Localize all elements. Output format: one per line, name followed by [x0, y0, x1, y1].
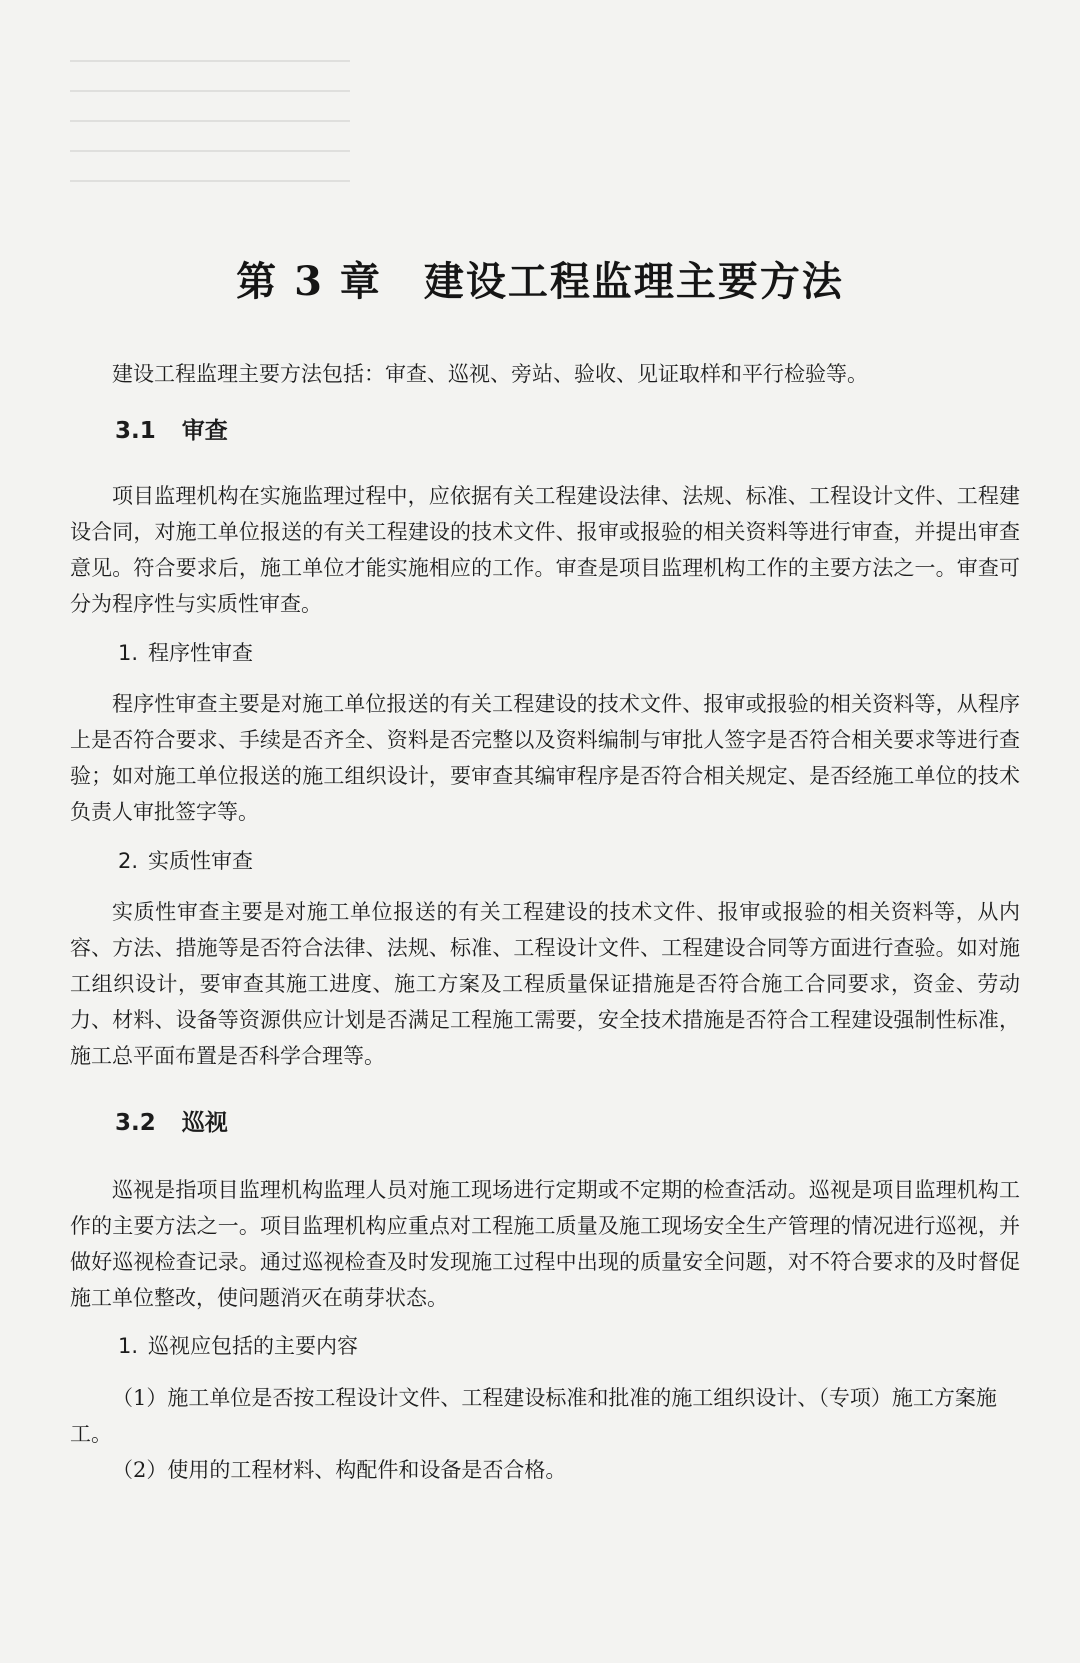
section-paragraph: 巡视是指项目监理机构监理人员对施工现场进行定期或不定期的检查活动。巡视是项目监理机构工作的主要方法之一。项目监理机构应重点对工程施工质量及施工现场安全生产管理的情况进行巡视，并做好巡视检查记录。通过巡视检查及时发现施工过程中出现的质量安全问题，对不符合要求的及时督促施工单位整改，使问题消灭在萌芽状态。	[70, 1178, 1020, 1310]
section-paragraph: 项目监理机构在实施监理过程中，应依据有关工程建设法律、法规、标准、工程设计文件、工程建设合同，对施工单位报送的有关工程建设的技术文件、报审或报验的相关资料等进行审查，并提出审查意见。符合要求后，施工单位才能实施相应的工作。审查是项目监理机构工作的主要方法之一。审查可分为程序性与实质性审查。	[70, 484, 1020, 616]
chapter-intro: 建设工程监理主要方法包括：审查、巡视、旁站、验收、见证取样和平行检验等。	[112, 362, 868, 386]
subsection-heading	[118, 845, 253, 875]
section-heading-3-1	[115, 412, 228, 445]
subsection-heading	[118, 1330, 358, 1360]
section-title: 审查	[181, 418, 228, 444]
subsection-heading	[118, 637, 253, 667]
subsection-number: 1.	[118, 641, 139, 665]
subsection-number: 1.	[118, 1334, 139, 1358]
subsection-title: 实质性审查	[148, 849, 254, 873]
list-item: （2）使用的工程材料、构配件和设备是否合格。	[112, 1458, 567, 1482]
subsection-title: 巡视应包括的主要内容	[148, 1334, 359, 1358]
chapter-title: 第 3 章 建设工程监理主要方法	[236, 258, 844, 305]
bleed-through-shadow	[70, 60, 350, 270]
section-number: 3.1	[115, 418, 156, 444]
subsection-title: 程序性审查	[148, 641, 254, 665]
subsection-number: 2.	[118, 849, 139, 873]
subsection-paragraph: 程序性审查主要是对施工单位报送的有关工程建设的技术文件、报审或报验的相关资料等，从程序上是否符合要求、手续是否齐全、资料是否完整以及资料编制与审批人签字是否符合相关要求等进行查验；如对施工单位报送的施工组织设计，要审查其编审程序是否符合相关规定、是否经施工单位的技术负责人审批签字等。	[70, 692, 1020, 824]
section-title: 巡视	[181, 1110, 228, 1136]
subsection-paragraph: 实质性审查主要是对施工单位报送的有关工程建设的技术文件、报审或报验的相关资料等，从内容、方法、措施等是否符合法律、法规、标准、工程设计文件、工程建设合同等方面进行查验。如对施工组织设计，要审查其施工进度、施工方案及工程质量保证措施是否符合施工合同要求，资金、劳动力、材料、设备等资源供应计划是否满足工程施工需要，安全技术措施是否符合工程建设强制性标准，施工总平面布置是否科学合理等。	[70, 900, 1020, 1068]
list-item: （1）施工单位是否按工程设计文件、工程建设标准和批准的施工组织设计、（专项）施工方案施工。	[70, 1386, 997, 1446]
section-number: 3.2	[115, 1110, 156, 1136]
section-heading-3-2	[115, 1104, 228, 1137]
